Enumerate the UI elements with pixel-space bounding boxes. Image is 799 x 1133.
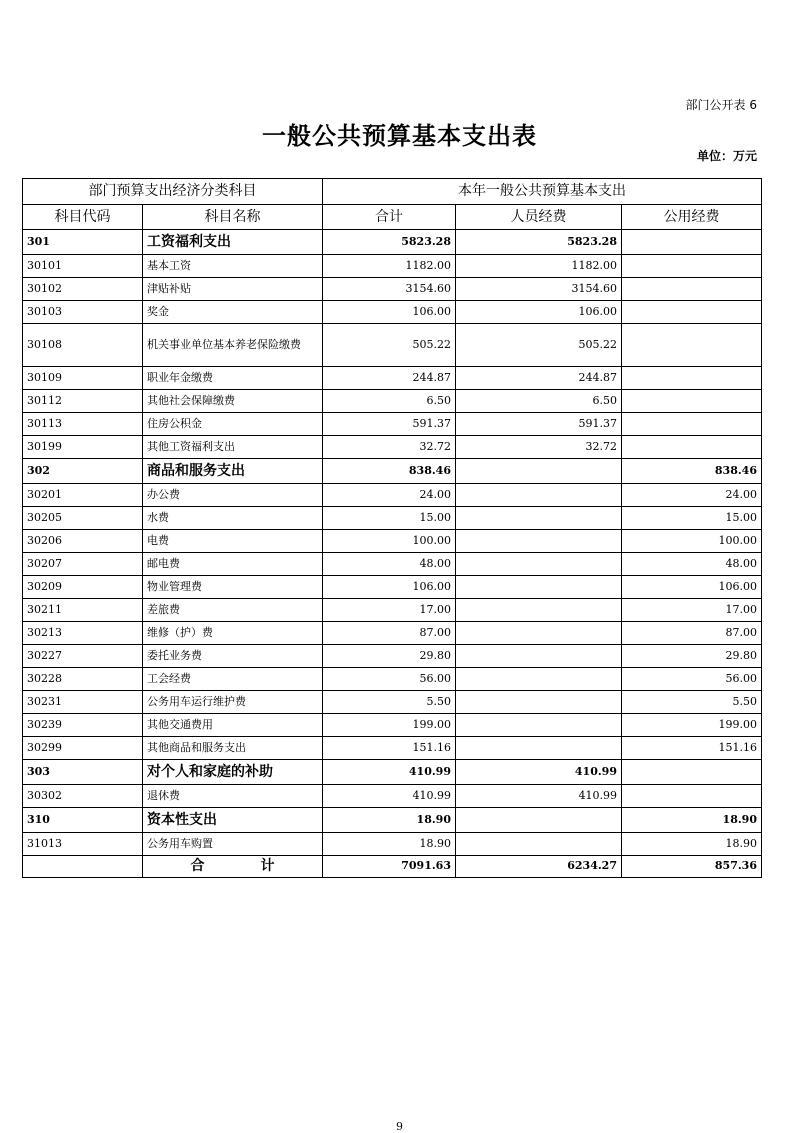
table-row	[23, 691, 762, 714]
row-total: 151.16	[323, 737, 456, 760]
row-name: 基本工资	[143, 255, 323, 278]
table-row	[23, 507, 762, 530]
row-personnel: 5823.28	[456, 230, 622, 255]
row-public: 17.00	[622, 599, 762, 622]
row-total: 505.22	[323, 324, 456, 367]
row-public: 24.00	[622, 484, 762, 507]
table-row	[23, 599, 762, 622]
row-code: 31013	[23, 833, 143, 856]
table-row	[23, 808, 762, 833]
row-public: 15.00	[622, 507, 762, 530]
row-name: 维修（护）费	[143, 622, 323, 645]
total-row-label: 合 计	[143, 856, 323, 878]
row-code: 30299	[23, 737, 143, 760]
row-code: 30103	[23, 301, 143, 324]
row-total: 56.00	[323, 668, 456, 691]
table-row	[23, 553, 762, 576]
row-personnel: 410.99	[456, 760, 622, 785]
row-name: 对个人和家庭的补助	[143, 760, 323, 785]
total-row-code	[23, 856, 143, 878]
table-row	[23, 760, 762, 785]
row-name: 水费	[143, 507, 323, 530]
row-personnel: 505.22	[456, 324, 622, 367]
row-code: 310	[23, 808, 143, 833]
row-code: 30201	[23, 484, 143, 507]
row-total: 591.37	[323, 413, 456, 436]
row-code: 301	[23, 230, 143, 255]
table-row	[23, 230, 762, 255]
table-row	[23, 324, 762, 367]
header-code: 科目代码	[23, 205, 143, 230]
budget-table-body	[23, 230, 762, 878]
row-code: 30239	[23, 714, 143, 737]
table-row	[23, 737, 762, 760]
row-code: 30209	[23, 576, 143, 599]
row-code: 30112	[23, 390, 143, 413]
header-basic-expenditure: 本年一般公共预算基本支出	[323, 179, 762, 205]
row-name: 委托业务费	[143, 645, 323, 668]
row-total: 6.50	[323, 390, 456, 413]
row-total: 24.00	[323, 484, 456, 507]
total-row-personnel: 6234.27	[456, 856, 622, 878]
table-row	[23, 645, 762, 668]
row-total: 5.50	[323, 691, 456, 714]
row-code: 303	[23, 760, 143, 785]
table-number-label: 部门公开表 6	[685, 98, 757, 112]
row-public	[622, 278, 762, 301]
row-public: 29.80	[622, 645, 762, 668]
table-row	[23, 390, 762, 413]
row-code: 30205	[23, 507, 143, 530]
row-personnel	[456, 645, 622, 668]
row-public	[622, 324, 762, 367]
row-name: 公务用车购置	[143, 833, 323, 856]
page-title: 一般公共预算基本支出表	[262, 121, 537, 150]
row-public	[622, 436, 762, 459]
row-total: 244.87	[323, 367, 456, 390]
row-code: 30199	[23, 436, 143, 459]
row-name: 其他商品和服务支出	[143, 737, 323, 760]
header-total: 合计	[323, 205, 456, 230]
row-personnel	[456, 459, 622, 484]
row-personnel: 591.37	[456, 413, 622, 436]
row-total: 15.00	[323, 507, 456, 530]
header-economic-classification: 部门预算支出经济分类科目	[23, 179, 323, 205]
row-name: 住房公积金	[143, 413, 323, 436]
row-total: 410.99	[323, 785, 456, 808]
table-row	[23, 622, 762, 645]
row-code: 30113	[23, 413, 143, 436]
table-row	[23, 413, 762, 436]
row-name: 资本性支出	[143, 808, 323, 833]
header-public: 公用经费	[622, 205, 762, 230]
row-code: 30231	[23, 691, 143, 714]
row-personnel	[456, 530, 622, 553]
row-total: 106.00	[323, 301, 456, 324]
row-public	[622, 390, 762, 413]
row-total: 106.00	[323, 576, 456, 599]
row-personnel: 106.00	[456, 301, 622, 324]
row-public	[622, 367, 762, 390]
table-row	[23, 785, 762, 808]
table-row	[23, 436, 762, 459]
row-total: 87.00	[323, 622, 456, 645]
header-personnel: 人员经费	[456, 205, 622, 230]
header-row-columns	[23, 205, 762, 230]
row-public: 100.00	[622, 530, 762, 553]
row-code: 30213	[23, 622, 143, 645]
row-code: 302	[23, 459, 143, 484]
table-row	[23, 668, 762, 691]
row-name: 其他交通费用	[143, 714, 323, 737]
row-name: 其他工资福利支出	[143, 436, 323, 459]
row-public: 199.00	[622, 714, 762, 737]
row-name: 物业管理费	[143, 576, 323, 599]
row-code: 30102	[23, 278, 143, 301]
row-total: 32.72	[323, 436, 456, 459]
row-personnel	[456, 833, 622, 856]
row-personnel	[456, 553, 622, 576]
row-name: 退休费	[143, 785, 323, 808]
table-row	[23, 459, 762, 484]
row-total: 410.99	[323, 760, 456, 785]
row-personnel	[456, 668, 622, 691]
row-personnel: 3154.60	[456, 278, 622, 301]
header-name: 科目名称	[143, 205, 323, 230]
total-row-total: 7091.63	[323, 856, 456, 878]
row-public: 18.90	[622, 833, 762, 856]
row-total: 18.90	[323, 808, 456, 833]
row-total: 29.80	[323, 645, 456, 668]
row-public	[622, 413, 762, 436]
row-name: 办公费	[143, 484, 323, 507]
row-code: 30211	[23, 599, 143, 622]
row-total: 838.46	[323, 459, 456, 484]
table-row	[23, 484, 762, 507]
row-name: 机关事业单位基本养老保险缴费	[143, 324, 323, 367]
row-name: 邮电费	[143, 553, 323, 576]
row-personnel	[456, 507, 622, 530]
row-name: 工资福利支出	[143, 230, 323, 255]
table-row	[23, 367, 762, 390]
row-code: 30228	[23, 668, 143, 691]
row-total: 18.90	[323, 833, 456, 856]
row-public: 18.90	[622, 808, 762, 833]
row-name: 其他社会保障缴费	[143, 390, 323, 413]
row-name: 工会经费	[143, 668, 323, 691]
row-total: 1182.00	[323, 255, 456, 278]
row-personnel	[456, 599, 622, 622]
row-name: 公务用车运行维护费	[143, 691, 323, 714]
row-name: 津贴补贴	[143, 278, 323, 301]
row-personnel: 32.72	[456, 436, 622, 459]
row-name: 商品和服务支出	[143, 459, 323, 484]
row-code: 30101	[23, 255, 143, 278]
row-public: 56.00	[622, 668, 762, 691]
row-public	[622, 301, 762, 324]
row-personnel: 6.50	[456, 390, 622, 413]
total-row-public: 857.36	[622, 856, 762, 878]
row-public	[622, 230, 762, 255]
row-total: 17.00	[323, 599, 456, 622]
row-public: 838.46	[622, 459, 762, 484]
row-public: 87.00	[622, 622, 762, 645]
row-public	[622, 785, 762, 808]
table-row	[23, 576, 762, 599]
row-code: 30109	[23, 367, 143, 390]
table-row	[23, 301, 762, 324]
row-total: 199.00	[323, 714, 456, 737]
table-row	[23, 833, 762, 856]
row-personnel	[456, 691, 622, 714]
row-public	[622, 255, 762, 278]
row-total: 3154.60	[323, 278, 456, 301]
row-public: 48.00	[622, 553, 762, 576]
header-row-group	[23, 179, 762, 205]
row-code: 30227	[23, 645, 143, 668]
page-number: 9	[396, 1120, 403, 1133]
row-personnel: 410.99	[456, 785, 622, 808]
table-row	[23, 278, 762, 301]
table-row	[23, 714, 762, 737]
row-code: 30108	[23, 324, 143, 367]
row-total: 5823.28	[323, 230, 456, 255]
row-code: 30207	[23, 553, 143, 576]
row-personnel	[456, 622, 622, 645]
table-row	[23, 530, 762, 553]
unit-label: 单位：万元	[696, 149, 757, 163]
row-name: 奖金	[143, 301, 323, 324]
row-personnel	[456, 714, 622, 737]
row-name: 电费	[143, 530, 323, 553]
total-row	[23, 856, 762, 878]
row-public: 5.50	[622, 691, 762, 714]
row-personnel: 244.87	[456, 367, 622, 390]
row-personnel	[456, 484, 622, 507]
row-name: 职业年金缴费	[143, 367, 323, 390]
row-code: 30206	[23, 530, 143, 553]
row-total: 100.00	[323, 530, 456, 553]
row-total: 48.00	[323, 553, 456, 576]
row-public: 106.00	[622, 576, 762, 599]
row-public: 151.16	[622, 737, 762, 760]
row-code: 30302	[23, 785, 143, 808]
budget-table	[22, 178, 762, 878]
row-name: 差旅费	[143, 599, 323, 622]
row-public	[622, 760, 762, 785]
table-row	[23, 255, 762, 278]
row-personnel: 1182.00	[456, 255, 622, 278]
row-personnel	[456, 576, 622, 599]
row-personnel	[456, 808, 622, 833]
row-personnel	[456, 737, 622, 760]
